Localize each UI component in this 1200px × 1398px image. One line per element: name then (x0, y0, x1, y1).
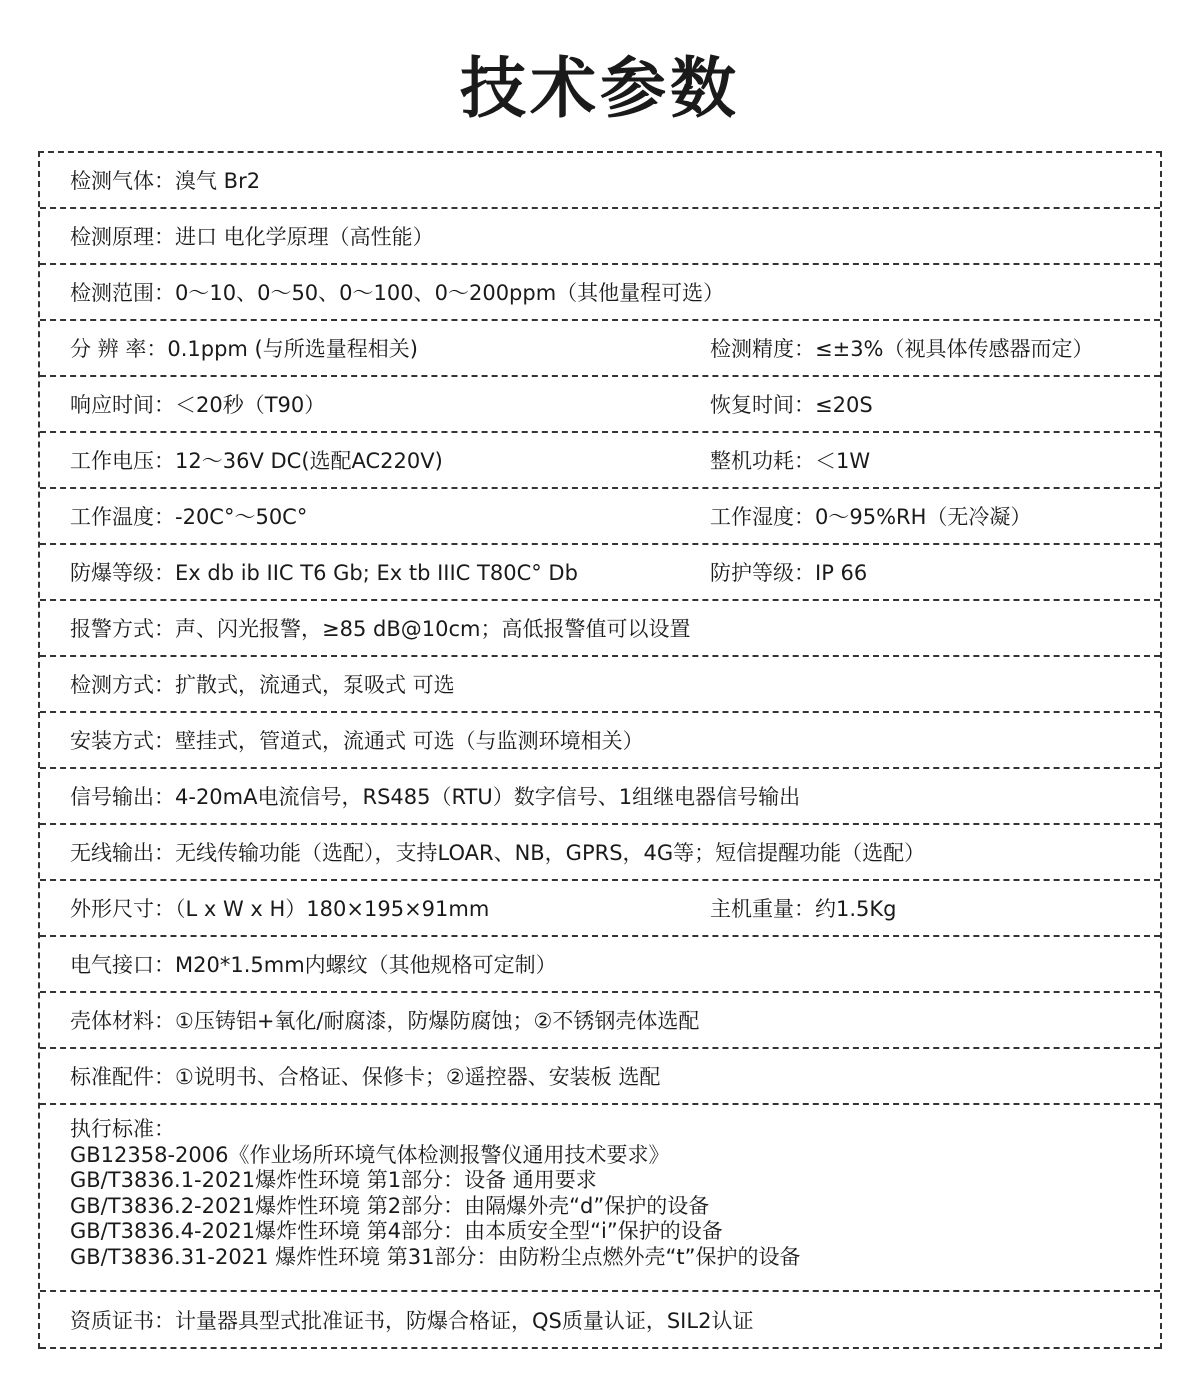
spec-row-installation (40, 713, 1160, 769)
spec-dimensions: 外形尺寸：（L x W x H）180×195×91mm (70, 897, 490, 921)
standard-item: GB/T3836.2-2021爆炸性环境 第2部分：由隔爆外壳“d”保护的设备 (70, 1193, 710, 1218)
spec-alarm: 报警方式：声、闪光报警，≥85 dB@10cm；高低报警值可以设置 (70, 617, 691, 641)
spec-temperature: 工作温度：-20C°～50C° (70, 505, 308, 529)
spec-protection-rating: 防护等级：IP 66 (710, 561, 868, 585)
spec-detection-mode: 检测方式：扩散式，流通式，泵吸式 可选 (70, 673, 455, 697)
spec-row-resolution (40, 321, 1160, 377)
spec-certificates: 资质证书：计量器具型式批准证书，防爆合格证，QS质量认证，SIL2认证 (70, 1308, 754, 1333)
spec-row-signal (40, 769, 1160, 825)
spec-row-certificates (40, 1292, 1160, 1349)
spec-range: 检测范围：0～10、0～50、0～100、0～200ppm（其他量程可选） (70, 281, 725, 305)
spec-wireless-output: 无线输出：无线传输功能（选配），支持LOAR、NB，GPRS，4G等；短信提醒功能（选配） (70, 841, 926, 865)
spec-voltage: 工作电压：12～36V DC(选配AC220V) (70, 449, 443, 473)
spec-row-standards (40, 1105, 1160, 1292)
spec-row-detection-mode (40, 657, 1160, 713)
spec-humidity: 工作湿度：0～95%RH（无冷凝） (710, 505, 1032, 529)
spec-row-housing (40, 993, 1160, 1049)
standards-heading: 执行标准： (70, 1117, 175, 1141)
spec-row-dimensions (40, 881, 1160, 937)
spec-response-time: 响应时间：＜20秒（T90） (70, 393, 326, 417)
spec-row-alarm (40, 601, 1160, 657)
spec-gas: 检测气体：溴气 Br2 (70, 169, 261, 193)
spec-row-temperature (40, 489, 1160, 545)
spec-row-explosion (40, 545, 1160, 601)
spec-row-interface (40, 937, 1160, 993)
spec-housing-material: 壳体材料：①压铸铝+氧化/耐腐漆，防爆防腐蚀；②不锈钢壳体选配 (70, 1009, 700, 1033)
page-title: 技术参数 (460, 50, 740, 127)
spec-recovery-time: 恢复时间：≤20S (710, 393, 873, 417)
spec-power: 整机功耗：＜1W (710, 449, 871, 473)
spec-row-voltage (40, 433, 1160, 489)
spec-resolution: 分 辨 率：0.1ppm (与所选量程相关) (70, 337, 418, 361)
spec-row-accessories (40, 1049, 1160, 1105)
spec-row-gas (40, 153, 1160, 209)
spec-accuracy: 检测精度：≤±3%（视具体传感器而定） (710, 337, 1094, 361)
standard-item: GB/T3836.4-2021爆炸性环境 第4部分：由本质安全型“i”保护的设备 (70, 1219, 723, 1243)
spec-row-range (40, 265, 1160, 321)
spec-principle: 检测原理：进口 电化学原理（高性能） (70, 225, 434, 249)
spec-accessories: 标准配件：①说明书、合格证、保修卡；②遥控器、安装板 选配 (70, 1065, 661, 1089)
spec-table (38, 151, 1162, 1349)
standard-item: GB/T3836.1-2021爆炸性环境 第1部分：设备 通用要求 (70, 1168, 597, 1192)
spec-signal-output: 信号输出：4-20mA电流信号，RS485（RTU）数字信号、1组继电器信号输出 (70, 785, 801, 809)
spec-explosion-rating: 防爆等级：Ex db ib IIC T6 Gb; Ex tb IIIC T80C° Db (70, 561, 578, 585)
spec-installation: 安装方式：壁挂式，管道式，流通式 可选（与监测环境相关） (70, 729, 644, 753)
standard-item: GB/T3836.31-2021 爆炸性环境 第31部分：由防粉尘点燃外壳“t”保护的设备 (70, 1244, 801, 1269)
spec-row-response (40, 377, 1160, 433)
spec-electrical-interface: 电气接口：M20*1.5mm内螺纹（其他规格可定制） (70, 953, 557, 977)
spec-weight: 主机重量：约1.5Kg (710, 897, 897, 921)
spec-row-principle (40, 209, 1160, 265)
standard-item: GB12358-2006《作业场所环境气体检测报警仪通用技术要求》 (70, 1142, 670, 1167)
spec-row-wireless (40, 825, 1160, 881)
